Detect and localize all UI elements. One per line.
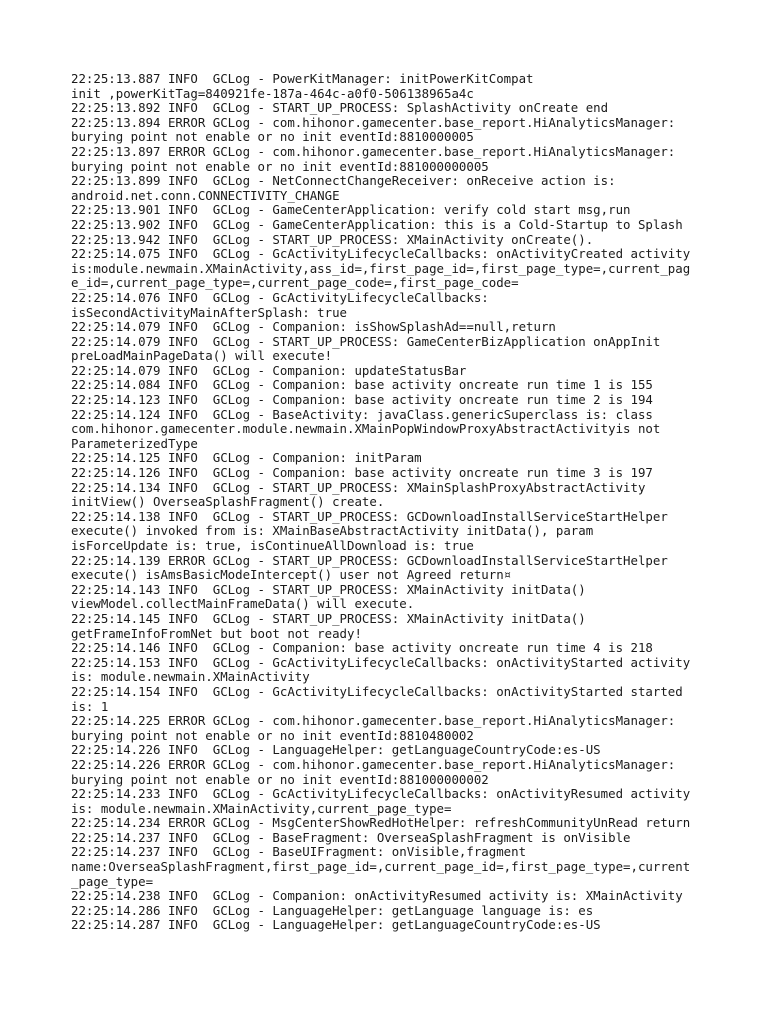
- log-entry: 22:25:14.226 INFO GCLog - LanguageHelper: getLanguageCountryCode:es-US: [71, 742, 601, 758]
- log-entry: 22:25:14.079 INFO GCLog - Companion: isShowSplashAd==null,return: [71, 319, 556, 335]
- log-entry: 22:25:14.153 INFO GCLog - GcActivityLifecycleCallbacks: onActivityStarted activity is: module.newmain.XMainActivity: [71, 654, 691, 685]
- log-entry: 22:25:14.233 INFO GCLog - GcActivityLifecycleCallbacks: onActivityResumed activity is: module.newmain.XMainActivity,current_page_type=: [71, 786, 691, 816]
- log-entry: 22:25:14.123 INFO GCLog - Companion: base activity oncreate run time 2 is 194: [71, 392, 653, 408]
- log-entry: 22:25:14.146 INFO GCLog - Companion: base activity oncreate run time 4 is 218: [71, 640, 653, 656]
- log-entry: 22:25:14.126 INFO GCLog - Companion: base activity oncreate run time 3 is 197: [71, 465, 653, 481]
- log-entry: 22:25:14.238 INFO GCLog - Companion: onActivityResumed activity is: XMainActivity: [71, 888, 683, 904]
- log-entry: 22:25:14.134 INFO GCLog - START_UP_PROCESS: XMainSplashProxyAbstractActivity initView() OverseaSplashFragment() create.: [71, 479, 646, 510]
- log-entry: 22:25:14.139 ERROR GCLog - START_UP_PROCESS: GCDownloadInstallServiceStartHelper execute() isAmsBasicModeIntercept() user not Agreed return¤: [71, 552, 668, 583]
- log-entry: 22:25:13.894 ERROR GCLog - com.hihonor.gamecenter.base_report.HiAnalyticsManager: burying point not enable or no init eventId:8810000005: [71, 114, 676, 145]
- log-entry: 22:25:14.125 INFO GCLog - Companion: initParam: [71, 450, 422, 466]
- log-entry: 22:25:14.225 ERROR GCLog - com.hihonor.gamecenter.base_report.HiAnalyticsManager: burying point not enable or no init eventId:8810480002: [71, 713, 676, 743]
- log-entry: 22:25:13.899 INFO GCLog - NetConnectChangeReceiver: onReceive action is: android.net.conn.CONNECTIVITY_CHANGE: [71, 173, 616, 203]
- log-entry: 22:25:14.138 INFO GCLog - START_UP_PROCESS: GCDownloadInstallServiceStartHelper execute() invoked from is: XMainBaseAbstractActivity initData(), param isForceUpdate is: true, isContinueAllDownload is: true: [71, 508, 668, 553]
- document-page: [71, 72, 701, 933]
- log-entry: 22:25:13.897 ERROR GCLog - com.hihonor.gamecenter.base_report.HiAnalyticsManager: burying point not enable or no init eventId:881000000005: [71, 143, 676, 174]
- log-entry: 22:25:13.901 INFO GCLog - GameCenterApplication: verify cold start msg,run: [71, 202, 631, 218]
- log-entry: 22:25:14.237 INFO GCLog - BaseFragment: OverseaSplashFragment is onVisible: [71, 829, 631, 845]
- log-entry: 22:25:14.286 INFO GCLog - LanguageHelper: getLanguage language is: es: [71, 902, 594, 918]
- log-entry: 22:25:14.287 INFO GCLog - LanguageHelper: getLanguageCountryCode:es-US: [71, 917, 601, 933]
- log-entry: 22:25:14.124 INFO GCLog - BaseActivity: javaClass.genericSuperclass is: class com.hihonor.gamecenter.module.newmain.XMainPopWindowProxyAbstractActivityis not ParameterizedType: [71, 406, 661, 451]
- log-entry: 22:25:13.902 INFO GCLog - GameCenterApplication: this is a Cold-Startup to Splash: [71, 216, 683, 232]
- log-entry: 22:25:14.076 INFO GCLog - GcActivityLifecycleCallbacks: isSecondActivityMainAfterSplash: true: [71, 289, 489, 320]
- log-entry: 22:25:14.079 INFO GCLog - Companion: updateStatusBar: [71, 362, 467, 378]
- log-entry: 22:25:14.234 ERROR GCLog - MsgCenterShowRedHotHelper: refreshCommunityUnRead return: [71, 815, 691, 831]
- log-entry: 22:25:14.226 ERROR GCLog - com.hihonor.gamecenter.base_report.HiAnalyticsManager: burying point not enable or no init eventId:881000000002: [71, 756, 676, 787]
- log-entry: 22:25:14.145 INFO GCLog - START_UP_PROCESS: XMainActivity initData() getFrameInfoFromNet but boot not ready!: [71, 610, 586, 641]
- log-entry: 22:25:13.892 INFO GCLog - START_UP_PROCESS: SplashActivity onCreate end: [71, 100, 609, 116]
- log-entry: 22:25:14.079 INFO GCLog - START_UP_PROCESS: GameCenterBizApplication onAppInit preLoadMainPageData() will execute!: [71, 333, 661, 364]
- log-entry: 22:25:13.942 INFO GCLog - START_UP_PROCESS: XMainActivity onCreate().: [71, 231, 594, 247]
- log-entry: 22:25:14.075 INFO GCLog - GcActivityLifecycleCallbacks: onActivityCreated activity is:module.newmain.XMainActivity,ass_id=,first_page_id=,first_page_type=,current_pag e_id=,current_page_type=,current_page_code=,first_page_code=: [71, 246, 691, 291]
- log-entry: 22:25:14.154 INFO GCLog - GcActivityLifecycleCallbacks: onActivityStarted started is: 1: [71, 683, 683, 714]
- log-entry: 22:25:13.887 INFO GCLog - PowerKitManager: initPowerKitCompat init ,powerKitTag=840921fe-187a-464c-a0f0-506138965a4c: [71, 71, 534, 101]
- log-entry: 22:25:14.237 INFO GCLog - BaseUIFragment: onVisible,fragment name:OverseaSplashFragment,first_page_id=,current_page_id=,first_page_type=,current _page_type=: [71, 844, 691, 889]
- log-text: [71, 72, 701, 933]
- log-entry: 22:25:14.143 INFO GCLog - START_UP_PROCESS: XMainActivity initData() viewModel.collectMainFrameData() will execute.: [71, 581, 586, 612]
- log-entry: 22:25:14.084 INFO GCLog - Companion: base activity oncreate run time 1 is 155: [71, 377, 653, 393]
